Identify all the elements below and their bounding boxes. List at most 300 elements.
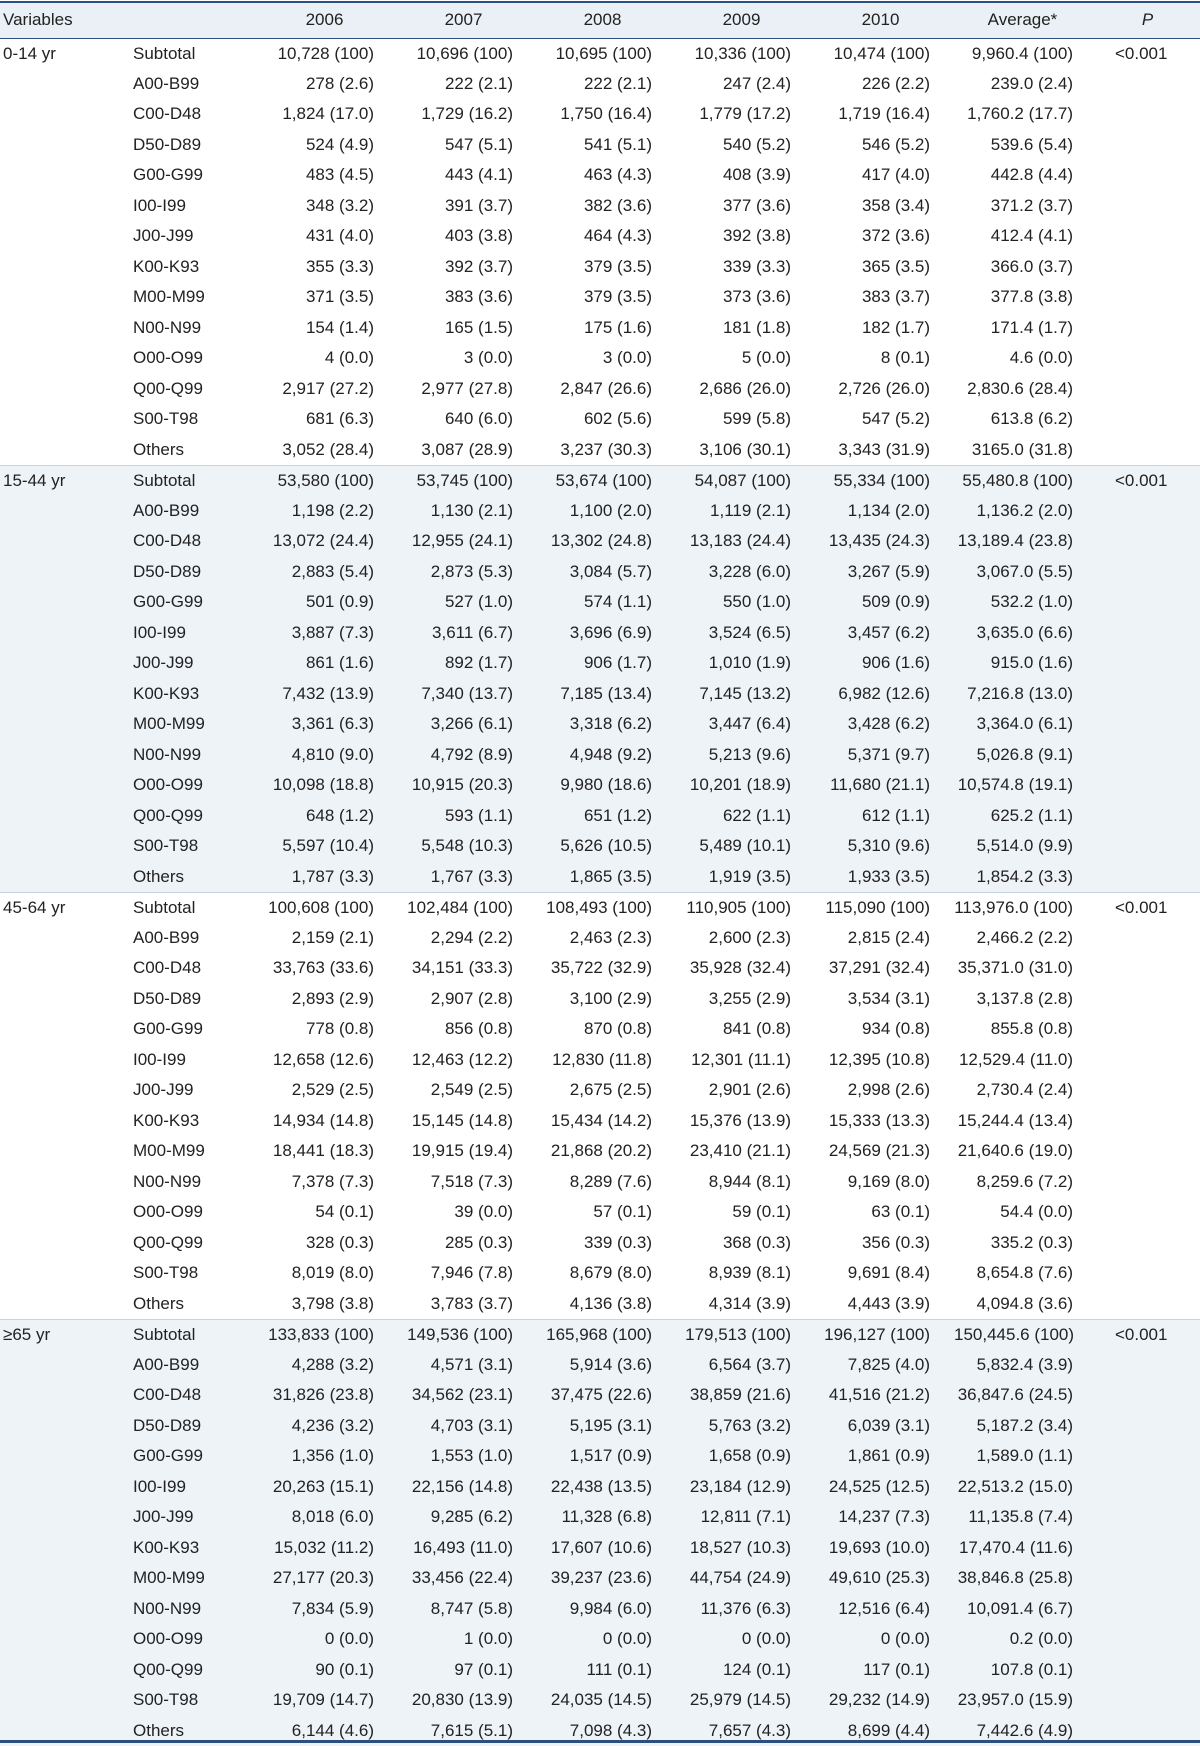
year-value-cell: 8,939 (8.1) <box>708 1263 791 1283</box>
age-group-section <box>0 465 1200 892</box>
year-value-cell: 39 (0.0) <box>454 1202 513 1222</box>
year-value-cell: 35,928 (32.4) <box>689 958 791 978</box>
year-value-cell: 856 (0.8) <box>444 1019 513 1039</box>
year-value-cell: 102,484 (100) <box>394 892 533 923</box>
age-group-label <box>0 1685 125 1716</box>
p-value-cell <box>1095 130 1200 161</box>
year-value-cell: 328 (0.3) <box>305 1232 374 1252</box>
p-value-cell <box>1095 1075 1200 1106</box>
year-value-cell: 7,825 (4.0) <box>847 1354 930 1374</box>
p-value-cell <box>1095 526 1200 557</box>
year-value-cell: 648 (1.2) <box>305 805 374 825</box>
age-group-label <box>0 1258 125 1289</box>
age-group-label <box>0 160 125 191</box>
year-value-cell: 356 (0.3) <box>861 1232 930 1252</box>
year-value-cell: 16,493 (11.0) <box>413 1537 513 1557</box>
age-group-label <box>0 1624 125 1655</box>
age-group-label <box>0 1197 125 1228</box>
average-cell: 539.6 (5.4) <box>990 134 1073 154</box>
average-cell: 915.0 (1.6) <box>990 653 1073 673</box>
p-value-cell <box>1095 984 1200 1015</box>
disease-code-label: D50-D89 <box>133 561 202 581</box>
year-value-cell: 10,474 (100) <box>833 43 930 63</box>
year-value-cell: 892 (1.7) <box>444 653 513 673</box>
table-row <box>0 99 1200 130</box>
average-cell: 3,364.0 (6.1) <box>976 714 1073 734</box>
disease-code-label: Others <box>133 866 185 886</box>
year-value-cell: 110,905 (100) <box>672 892 811 923</box>
year-value-cell: 383 (3.7) <box>861 287 930 307</box>
year-value-cell: 9,980 (18.6) <box>560 775 652 795</box>
year-value-cell: 33,763 (33.6) <box>272 958 374 978</box>
p-value-cell <box>1095 1350 1200 1381</box>
year-value-cell: 175 (1.6) <box>583 317 652 337</box>
p-value-cell: <0.001 <box>1095 892 1200 923</box>
year-value-cell: 408 (3.9) <box>722 165 791 185</box>
table-row <box>0 191 1200 222</box>
year-value-cell: 391 (3.7) <box>444 195 513 215</box>
year-value-cell: 165,968 (100) <box>533 1319 672 1350</box>
year-value-cell: 5,371 (9.7) <box>847 744 930 764</box>
year-value-cell: 7,185 (13.4) <box>560 683 652 703</box>
year-value-cell: 339 (0.3) <box>583 1232 652 1252</box>
year-value-cell: 2,529 (2.5) <box>291 1080 374 1100</box>
table-row <box>0 1167 1200 1198</box>
year-value-cell: 14,237 (7.3) <box>838 1507 930 1527</box>
year-value-cell: 1,824 (17.0) <box>282 104 374 124</box>
year-value-cell: 10,201 (18.9) <box>689 775 791 795</box>
year-value-cell: 31,826 (23.8) <box>272 1385 374 1405</box>
disease-code-label: O00-O99 <box>133 1202 203 1222</box>
average-cell: 5,026.8 (9.1) <box>976 744 1073 764</box>
year-value-cell: 355 (3.3) <box>305 256 374 276</box>
age-group-label <box>0 1167 125 1198</box>
year-value-cell: 3,228 (6.0) <box>708 561 791 581</box>
year-value-cell: 13,072 (24.4) <box>272 531 374 551</box>
year-value-cell: 108,493 (100) <box>533 892 672 923</box>
year-value-cell: 861 (1.6) <box>305 653 374 673</box>
year-value-cell: 383 (3.6) <box>444 287 513 307</box>
year-value-cell: 3,255 (2.9) <box>708 988 791 1008</box>
p-value-cell <box>1095 404 1200 435</box>
table-row <box>0 1624 1200 1655</box>
table-row <box>0 1472 1200 1503</box>
header-p-value: P <box>1095 3 1200 38</box>
year-value-cell: 14,934 (14.8) <box>272 1110 374 1130</box>
year-value-cell: 870 (0.8) <box>583 1019 652 1039</box>
disease-code-label: M00-M99 <box>133 1568 205 1588</box>
average-cell: 3,137.8 (2.8) <box>976 988 1073 1008</box>
average-cell: 17,470.4 (11.6) <box>958 1537 1073 1557</box>
year-value-cell: 1,134 (2.0) <box>847 500 930 520</box>
year-value-cell: 4,810 (9.0) <box>291 744 374 764</box>
age-group-label <box>0 831 125 862</box>
disease-code-label: I00-I99 <box>133 1476 186 1496</box>
average-cell: 2,466.2 (2.2) <box>976 927 1073 947</box>
year-value-cell: 348 (3.2) <box>305 195 374 215</box>
year-value-cell: 12,658 (12.6) <box>272 1049 374 1069</box>
year-value-cell: 547 (5.1) <box>444 134 513 154</box>
average-cell: 335.2 (0.3) <box>990 1232 1073 1252</box>
header-subcategory <box>125 3 255 38</box>
year-value-cell: 5,763 (3.2) <box>708 1415 791 1435</box>
disease-code-label: G00-G99 <box>133 1019 203 1039</box>
age-group-label <box>0 191 125 222</box>
year-value-cell: 841 (0.8) <box>722 1019 791 1039</box>
average-cell: 3,067.0 (5.5) <box>976 561 1073 581</box>
p-value-cell <box>1095 953 1200 984</box>
year-value-cell: 3,783 (3.7) <box>430 1293 513 1313</box>
year-value-cell: 13,302 (24.8) <box>550 531 652 551</box>
disease-code-label: M00-M99 <box>133 287 205 307</box>
year-value-cell: 53,745 (100) <box>394 465 533 496</box>
year-value-cell: 3,361 (6.3) <box>291 714 374 734</box>
year-value-cell: 7,834 (5.9) <box>291 1598 374 1618</box>
average-cell: 366.0 (3.7) <box>990 256 1073 276</box>
year-value-cell: 3,087 (28.9) <box>421 439 513 459</box>
average-cell: 4.6 (0.0) <box>1009 348 1073 368</box>
age-group-label <box>0 69 125 100</box>
year-value-cell: 2,294 (2.2) <box>430 927 513 947</box>
table-row <box>0 1685 1200 1716</box>
p-value-cell <box>1095 191 1200 222</box>
year-value-cell: 5,213 (9.6) <box>708 744 791 764</box>
average-cell: 371.2 (3.7) <box>990 195 1073 215</box>
average-cell: 21,640.6 (19.0) <box>957 1141 1073 1161</box>
disease-code-label: J00-J99 <box>133 226 194 246</box>
average-cell: 10,574.8 (19.1) <box>957 775 1073 795</box>
year-value-cell: 1,750 (16.4) <box>560 104 652 124</box>
year-value-cell: 24,035 (14.5) <box>550 1690 652 1710</box>
average-cell: 5,832.4 (3.9) <box>976 1354 1073 1374</box>
year-value-cell: 15,434 (14.2) <box>550 1110 652 1130</box>
table-row <box>0 1258 1200 1289</box>
year-value-cell: 501 (0.9) <box>305 592 374 612</box>
p-value-cell <box>1095 740 1200 771</box>
year-value-cell: 12,395 (10.8) <box>828 1049 930 1069</box>
year-value-cell: 7,340 (13.7) <box>421 683 513 703</box>
average-cell: 11,135.8 (7.4) <box>968 1507 1073 1527</box>
p-value-cell <box>1095 1655 1200 1686</box>
disease-code-label: C00-D48 <box>133 531 202 551</box>
year-value-cell: 392 (3.7) <box>444 256 513 276</box>
table-row <box>0 526 1200 557</box>
age-group-label <box>0 1350 125 1381</box>
disease-code-label: G00-G99 <box>133 165 203 185</box>
table-row <box>0 862 1200 893</box>
p-value-cell <box>1095 1594 1200 1625</box>
p-value-cell <box>1095 1136 1200 1167</box>
age-group-label <box>0 1289 125 1320</box>
table-row <box>0 465 1200 496</box>
table-row <box>0 1075 1200 1106</box>
year-value-cell: 11,376 (6.3) <box>700 1598 791 1618</box>
p-value-cell <box>1095 862 1200 893</box>
year-value-cell: 382 (3.6) <box>583 195 652 215</box>
year-value-cell: 8,679 (8.0) <box>569 1263 652 1283</box>
table-row <box>0 618 1200 649</box>
p-value-cell <box>1095 1685 1200 1716</box>
year-value-cell: 547 (5.2) <box>861 409 930 429</box>
table-row <box>0 1014 1200 1045</box>
year-value-cell: 7,098 (4.3) <box>569 1720 652 1740</box>
table-row <box>0 1289 1200 1320</box>
p-value-cell <box>1095 1014 1200 1045</box>
average-cell: 36,847.6 (24.5) <box>957 1385 1073 1405</box>
p-value-cell <box>1095 1106 1200 1137</box>
p-value-cell <box>1095 221 1200 252</box>
table-row <box>0 160 1200 191</box>
age-group-section <box>0 892 1200 1319</box>
year-value-cell: 124 (0.1) <box>722 1659 791 1679</box>
disease-code-label: M00-M99 <box>133 1141 205 1161</box>
year-value-cell: 368 (0.3) <box>722 1232 791 1252</box>
year-value-cell: 19,709 (14.7) <box>272 1690 374 1710</box>
year-value-cell: 1,787 (3.3) <box>291 866 374 886</box>
year-value-cell: 8,944 (8.1) <box>708 1171 791 1191</box>
year-value-cell: 602 (5.6) <box>583 409 652 429</box>
average-cell: 377.8 (3.8) <box>990 287 1073 307</box>
header-row <box>0 3 1200 38</box>
year-value-cell: 3,534 (3.1) <box>847 988 930 1008</box>
year-value-cell: 41,516 (21.2) <box>828 1385 930 1405</box>
year-value-cell: 6,564 (3.7) <box>708 1354 791 1374</box>
year-value-cell: 3,318 (6.2) <box>569 714 652 734</box>
year-value-cell: 4,288 (3.2) <box>291 1354 374 1374</box>
year-value-cell: 59 (0.1) <box>732 1202 791 1222</box>
year-value-cell: 8,747 (5.8) <box>430 1598 513 1618</box>
year-value-cell: 3,266 (6.1) <box>430 714 513 734</box>
disease-code-label: S00-T98 <box>133 409 199 429</box>
table-row <box>0 252 1200 283</box>
age-group-label <box>0 1075 125 1106</box>
age-group-label <box>0 1563 125 1594</box>
age-group-label: 45-64 yr <box>0 892 125 923</box>
year-value-cell: 541 (5.1) <box>583 134 652 154</box>
year-value-cell: 13,183 (24.4) <box>689 531 791 551</box>
header-2009: 2009 <box>672 3 811 38</box>
year-value-cell: 3,524 (6.5) <box>708 622 791 642</box>
year-value-cell: 778 (0.8) <box>305 1019 374 1039</box>
year-value-cell: 417 (4.0) <box>861 165 930 185</box>
disease-code-label: Q00-Q99 <box>133 1659 203 1679</box>
disease-code-label: D50-D89 <box>133 1415 202 1435</box>
year-value-cell: 53,674 (100) <box>533 465 672 496</box>
table-row <box>0 1045 1200 1076</box>
average-cell: 9,960.4 (100) <box>971 43 1073 63</box>
year-value-cell: 0 (0.0) <box>602 1629 652 1649</box>
table-row <box>0 496 1200 527</box>
disease-code-label: Subtotal <box>125 1319 255 1350</box>
year-value-cell: 1,130 (2.1) <box>430 500 513 520</box>
year-value-cell: 431 (4.0) <box>305 226 374 246</box>
average-cell: 1,854.2 (3.3) <box>976 866 1073 886</box>
table-row <box>0 343 1200 374</box>
p-value-cell <box>1095 313 1200 344</box>
year-value-cell: 90 (0.1) <box>315 1659 374 1679</box>
year-value-cell: 550 (1.0) <box>722 592 791 612</box>
table-row <box>0 740 1200 771</box>
year-value-cell: 906 (1.7) <box>583 653 652 673</box>
p-value-cell <box>1095 1045 1200 1076</box>
year-value-cell: 34,151 (33.3) <box>411 958 513 978</box>
year-value-cell: 1,119 (2.1) <box>710 500 791 520</box>
year-value-cell: 612 (1.1) <box>861 805 930 825</box>
average-cell: 107.8 (0.1) <box>990 1659 1073 1679</box>
year-value-cell: 0 (0.0) <box>880 1629 930 1649</box>
year-value-cell: 9,691 (8.4) <box>847 1263 930 1283</box>
age-group-label <box>0 1472 125 1503</box>
disease-code-label: I00-I99 <box>133 1049 186 1069</box>
year-value-cell: 9,169 (8.0) <box>847 1171 930 1191</box>
year-value-cell: 19,693 (10.0) <box>828 1537 930 1557</box>
disease-code-label: K00-K93 <box>133 256 200 276</box>
table-row <box>0 1228 1200 1259</box>
year-value-cell: 1 (0.0) <box>463 1629 513 1649</box>
year-value-cell: 2,907 (2.8) <box>430 988 513 1008</box>
year-value-cell: 22,156 (14.8) <box>411 1476 513 1496</box>
p-value-cell <box>1095 160 1200 191</box>
average-cell: 55,480.8 (100) <box>950 465 1095 496</box>
table-row <box>0 1502 1200 1533</box>
year-value-cell: 7,518 (7.3) <box>430 1171 513 1191</box>
disease-code-label: K00-K93 <box>133 683 200 703</box>
average-cell: 54.4 (0.0) <box>1000 1202 1073 1222</box>
year-value-cell: 483 (4.5) <box>305 165 374 185</box>
average-cell: 8,654.8 (7.6) <box>976 1263 1073 1283</box>
year-value-cell: 5,310 (9.6) <box>847 836 930 856</box>
table-row <box>0 69 1200 100</box>
year-value-cell: 57 (0.1) <box>593 1202 652 1222</box>
year-value-cell: 2,726 (26.0) <box>838 378 930 398</box>
age-group-label <box>0 740 125 771</box>
year-value-cell: 2,600 (2.3) <box>708 927 791 947</box>
disease-code-label: C00-D48 <box>133 1385 202 1405</box>
p-value-cell: <0.001 <box>1095 1319 1200 1350</box>
year-value-cell: 34,562 (23.1) <box>411 1385 513 1405</box>
year-value-cell: 35,722 (32.9) <box>550 958 652 978</box>
age-group-label: ≥65 yr <box>0 1319 125 1350</box>
year-value-cell: 179,513 (100) <box>672 1319 811 1350</box>
average-cell: 22,513.2 (15.0) <box>957 1476 1073 1496</box>
year-value-cell: 38,859 (21.6) <box>689 1385 791 1405</box>
p-value-cell <box>1095 801 1200 832</box>
year-value-cell: 8,289 (7.6) <box>569 1171 652 1191</box>
p-value-cell <box>1095 1472 1200 1503</box>
year-value-cell: 10,728 (100) <box>277 43 374 63</box>
table-row <box>0 923 1200 954</box>
disease-code-label: Subtotal <box>125 892 255 923</box>
year-value-cell: 443 (4.1) <box>444 165 513 185</box>
year-value-cell: 222 (2.1) <box>583 73 652 93</box>
year-value-cell: 111 (0.1) <box>586 1659 652 1679</box>
year-value-cell: 1,865 (3.5) <box>569 866 652 886</box>
average-cell: 3165.0 (31.8) <box>971 439 1073 459</box>
p-value-cell <box>1095 1441 1200 1472</box>
p-value-cell <box>1095 557 1200 588</box>
year-value-cell: 463 (4.3) <box>583 165 652 185</box>
year-value-cell: 7,615 (5.1) <box>430 1720 513 1740</box>
disease-code-label: D50-D89 <box>133 134 202 154</box>
disease-code-label: N00-N99 <box>133 317 202 337</box>
disease-code-label: A00-B99 <box>133 927 200 947</box>
p-value-cell <box>1095 770 1200 801</box>
year-value-cell: 226 (2.2) <box>861 73 930 93</box>
age-group-label: 0-14 yr <box>3 43 56 63</box>
average-cell: 23,957.0 (15.9) <box>957 1690 1073 1710</box>
disease-code-label: J00-J99 <box>133 1080 194 1100</box>
year-value-cell: 11,328 (6.8) <box>561 1507 652 1527</box>
year-value-cell: 6,039 (3.1) <box>847 1415 930 1435</box>
year-value-cell: 651 (1.2) <box>583 805 652 825</box>
year-value-cell: 1,100 (2.0) <box>569 500 652 520</box>
average-cell: 3,635.0 (6.6) <box>976 622 1073 642</box>
table-row <box>0 557 1200 588</box>
p-value-cell <box>1095 282 1200 313</box>
year-value-cell: 12,301 (11.1) <box>691 1049 791 1069</box>
average-cell: 8,259.6 (7.2) <box>976 1171 1073 1191</box>
p-value-cell <box>1095 1411 1200 1442</box>
year-value-cell: 1,719 (16.4) <box>838 104 930 124</box>
age-group-label <box>0 526 125 557</box>
age-group-label <box>0 801 125 832</box>
year-value-cell: 3,696 (6.9) <box>569 622 652 642</box>
age-group-label <box>0 648 125 679</box>
year-value-cell: 117 (0.1) <box>863 1659 930 1679</box>
year-value-cell: 3,084 (5.7) <box>569 561 652 581</box>
year-value-cell: 371 (3.5) <box>305 287 374 307</box>
year-value-cell: 165 (1.5) <box>444 317 513 337</box>
disease-code-label: C00-D48 <box>133 958 202 978</box>
year-value-cell: 1,767 (3.3) <box>430 866 513 886</box>
year-value-cell: 0 (0.0) <box>324 1629 374 1649</box>
age-group-label <box>0 1655 125 1686</box>
year-value-cell: 4,236 (3.2) <box>291 1415 374 1435</box>
age-group-label <box>0 923 125 954</box>
p-value-cell <box>1095 69 1200 100</box>
year-value-cell: 3,611 (6.7) <box>432 622 513 642</box>
year-value-cell: 2,901 (2.6) <box>708 1080 791 1100</box>
year-value-cell: 3,237 (30.3) <box>560 439 652 459</box>
year-value-cell: 7,378 (7.3) <box>291 1171 374 1191</box>
year-value-cell: 285 (0.3) <box>444 1232 513 1252</box>
year-value-cell: 1,658 (0.9) <box>708 1446 791 1466</box>
year-value-cell: 55,334 (100) <box>811 465 950 496</box>
year-value-cell: 10,098 (18.8) <box>272 775 374 795</box>
year-value-cell: 2,159 (2.1) <box>291 927 374 947</box>
disease-code-label: Subtotal <box>133 43 196 63</box>
year-value-cell: 1,356 (1.0) <box>291 1446 374 1466</box>
table-row <box>0 435 1200 466</box>
disease-code-label: G00-G99 <box>133 592 203 612</box>
year-value-cell: 24,525 (12.5) <box>828 1476 930 1496</box>
year-value-cell: 11,680 (21.1) <box>830 775 930 795</box>
age-group-label <box>0 1106 125 1137</box>
year-value-cell: 1,729 (16.2) <box>421 104 513 124</box>
year-value-cell: 574 (1.1) <box>583 592 652 612</box>
year-value-cell: 15,376 (13.9) <box>689 1110 791 1130</box>
average-cell: 1,760.2 (17.7) <box>967 104 1073 124</box>
p-value-cell <box>1095 923 1200 954</box>
year-value-cell: 15,145 (14.8) <box>411 1110 513 1130</box>
disease-code-label: A00-B99 <box>133 73 200 93</box>
table-row <box>0 679 1200 710</box>
disease-code-label: Others <box>133 1720 185 1740</box>
age-group-label <box>0 221 125 252</box>
header-average: Average* <box>950 3 1095 38</box>
year-value-cell: 640 (6.0) <box>444 409 513 429</box>
disease-code-label: J00-J99 <box>133 1507 194 1527</box>
